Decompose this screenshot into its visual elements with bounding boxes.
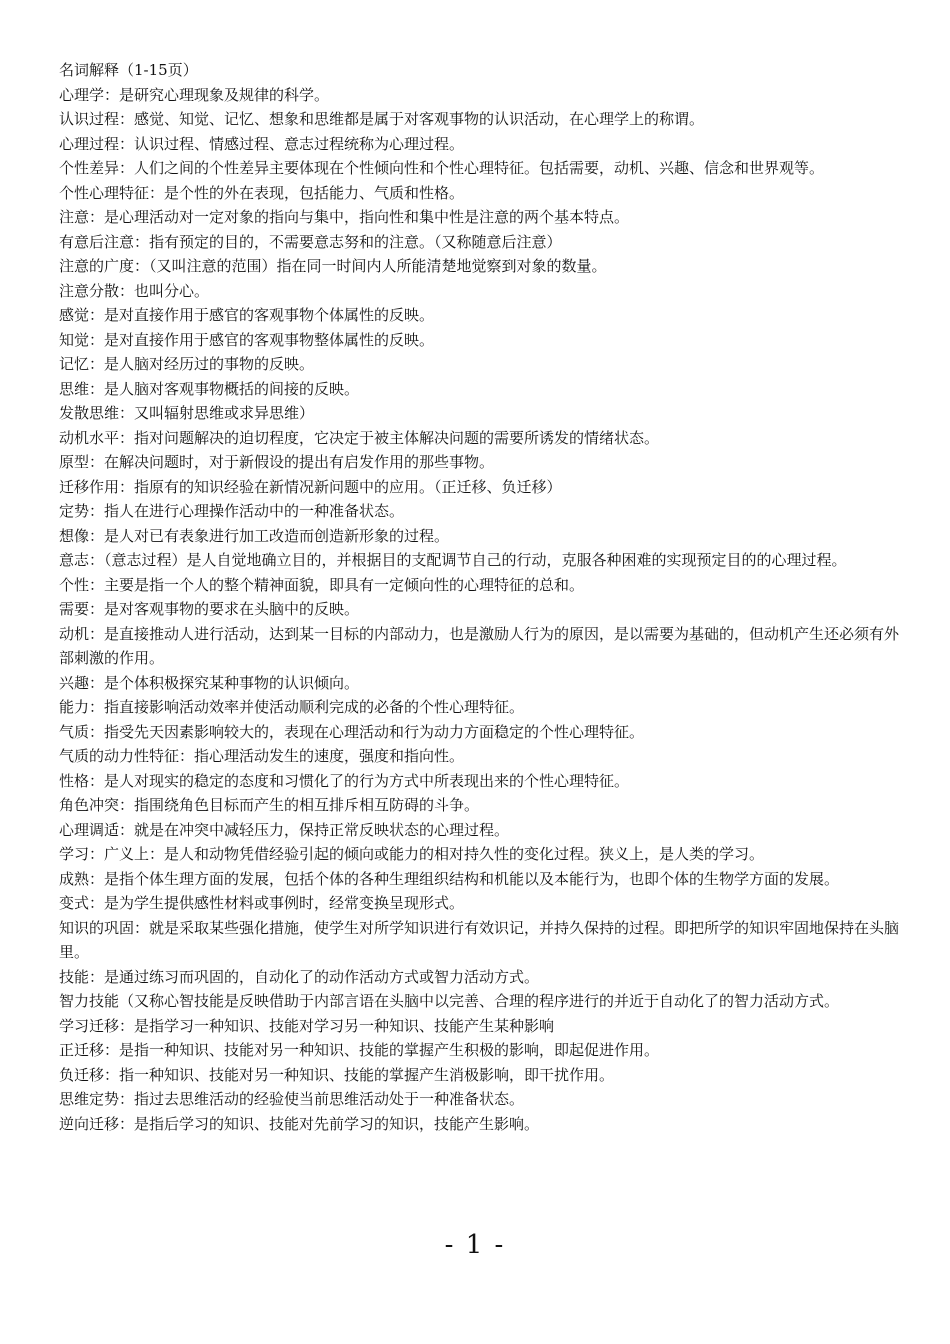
definition-line: 思维：是人脑对客观事物概括的间接的反映。 — [59, 379, 360, 398]
definition-line: 思维定势：指过去思维活动的经验使当前思维活动处于一种准备状态。 — [59, 1090, 525, 1108]
definition-line: 变式：是为学生提供感性材料或事例时，经常变换呈现形式。 — [59, 894, 465, 912]
definition-line: 个性心理特征：是个性的外在表现，包括能力、气质和性格。 — [59, 183, 465, 202]
definition-line: 想像：是人对已有表象进行加工改造而创造新形象的过程。 — [59, 526, 450, 545]
definition-line: 学习：广义上：是人和动物凭借经验引起的倾向或能力的相对持久性的变化过程。狭义上，是人类的学习。 — [59, 845, 765, 863]
definition-line: 兴趣：是个体积极探究某种事物的认识倾向。 — [59, 673, 360, 692]
definition-line: 成熟：是指个体生理方面的发展，包括个体的各种生理组织结构和机能以及本能行为，也即个体的生物学方面的发展。 — [59, 869, 840, 888]
section-title: 名词解释（1-15页） — [59, 61, 198, 79]
definition-line: 注意分散：也叫分心。 — [59, 281, 210, 300]
definition-line: 有意后注意：指有预定的目的，不需要意志努和的注意。（又称随意后注意） — [59, 232, 562, 251]
definition-line: 技能：是通过练习而巩固的，自动化了的动作活动方式或智力活动方式。 — [59, 967, 540, 986]
definition-line: 逆向迁移：是指后学习的知识、技能对先前学习的知识，技能产生影响。 — [59, 1114, 540, 1133]
definition-line: 记忆：是人脑对经历过的事物的反映。 — [59, 355, 315, 373]
definition-line: 动机水平：指对问题解决的迫切程度，它决定于被主体解决问题的需要所诱发的情绪状态。 — [59, 428, 660, 447]
definition-line: 知识的巩固：就是采取某些强化措施，使学生对所学知识进行有效识记，并持久保持的过程。即把所学的知识牢固地保持在头脑里。 — [59, 918, 900, 961]
definition-line: 性格：是人对现实的稳定的态度和习惯化了的行为方式中所表现出来的个性心理特征。 — [59, 771, 630, 790]
definition-line: 正迁移：是指一种知识、技能对另一种知识、技能的掌握产生积极的影响，即起促进作用。 — [59, 1041, 660, 1059]
definition-line: 心理调适：就是在冲突中减轻压力，保持正常反映状态的心理过程。 — [59, 820, 510, 839]
definition-line: 原型：在解决问题时，对于新假设的提出有启发作用的那些事物。 — [59, 453, 495, 471]
definition-line: 动机：是直接推动人进行活动，达到某一目标的内部动力，也是激励人行为的原因，是以需要为基础的，但动机产生还必须有外部刺激的作用。 — [59, 624, 900, 667]
definition-line: 注意：是心理活动对一定对象的指向与集中，指向性和集中性是注意的两个基本特点。 — [59, 208, 630, 226]
definition-line: 发散思维：又叫辐射思维或求异思维） — [59, 404, 315, 422]
definition-line: 气质：指受先天因素影响较大的，表现在心理活动和行为动力方面稳定的个性心理特征。 — [59, 722, 645, 741]
definition-line: 注意的广度：（又叫注意的范围）指在同一时间内人所能清楚地觉察到对象的数量。 — [59, 257, 607, 275]
definition-line: 意志：（意志过程）是人自觉地确立目的，并根据目的支配调节自己的行动，克服各种困难的实现预定目的的心理过程。 — [59, 551, 847, 569]
definition-line: 个性：主要是指一个人的整个精神面貌，即具有一定倾向性的心理特征的总和。 — [59, 575, 585, 594]
definition-line: 心理过程：认识过程、情感过程、意志过程统称为心理过程。 — [59, 134, 465, 153]
definition-line: 能力：指直接影响活动效率并使活动顺利完成的必备的个性心理特征。 — [59, 698, 525, 716]
definition-line: 迁移作用：指原有的知识经验在新情况新问题中的应用。（正迁移、负迁移） — [59, 477, 562, 496]
definition-line: 负迁移：指一种知识、技能对另一种知识、技能的掌握产生消极影响，即干扰作用。 — [59, 1065, 615, 1084]
document-body — [59, 58, 899, 1136]
definition-line: 学习迁移：是指学习一种知识、技能对学习另一种知识、技能产生某种影响 — [59, 1016, 555, 1035]
definition-line: 知觉：是对直接作用于感官的客观事物整体属性的反映。 — [59, 330, 435, 349]
definition-line: 需要：是对客观事物的要求在头脑中的反映。 — [59, 600, 360, 618]
definition-line: 定势：指人在进行心理操作活动中的一种准备状态。 — [59, 502, 405, 520]
definition-line: 角色冲突：指围绕角色目标而产生的相互排斥相互防碍的斗争。 — [59, 796, 480, 814]
definition-line: 心理学：是研究心理现象及规律的科学。 — [59, 85, 330, 104]
definition-line: 智力技能（又称心智技能是反映借助于内部言语在头脑中以完善、合理的程序进行的并近于自动化了的智力活动方式。 — [59, 992, 840, 1010]
definition-line: 认识过程：感觉、知觉、记忆、想象和思维都是属于对客观事物的认识活动，在心理学上的称谓。 — [59, 110, 705, 128]
page-number: - 1 - — [444, 1230, 506, 1260]
definition-line: 感觉：是对直接作用于感官的客观事物个体属性的反映。 — [59, 306, 435, 324]
definition-line: 个性差异：人们之间的个性差异主要体现在个性倾向性和个性心理特征。包括需要，动机、兴趣、信念和世界观等。 — [59, 159, 825, 177]
definition-line: 气质的动力性特征：指心理活动发生的速度，强度和指向性。 — [59, 747, 465, 765]
